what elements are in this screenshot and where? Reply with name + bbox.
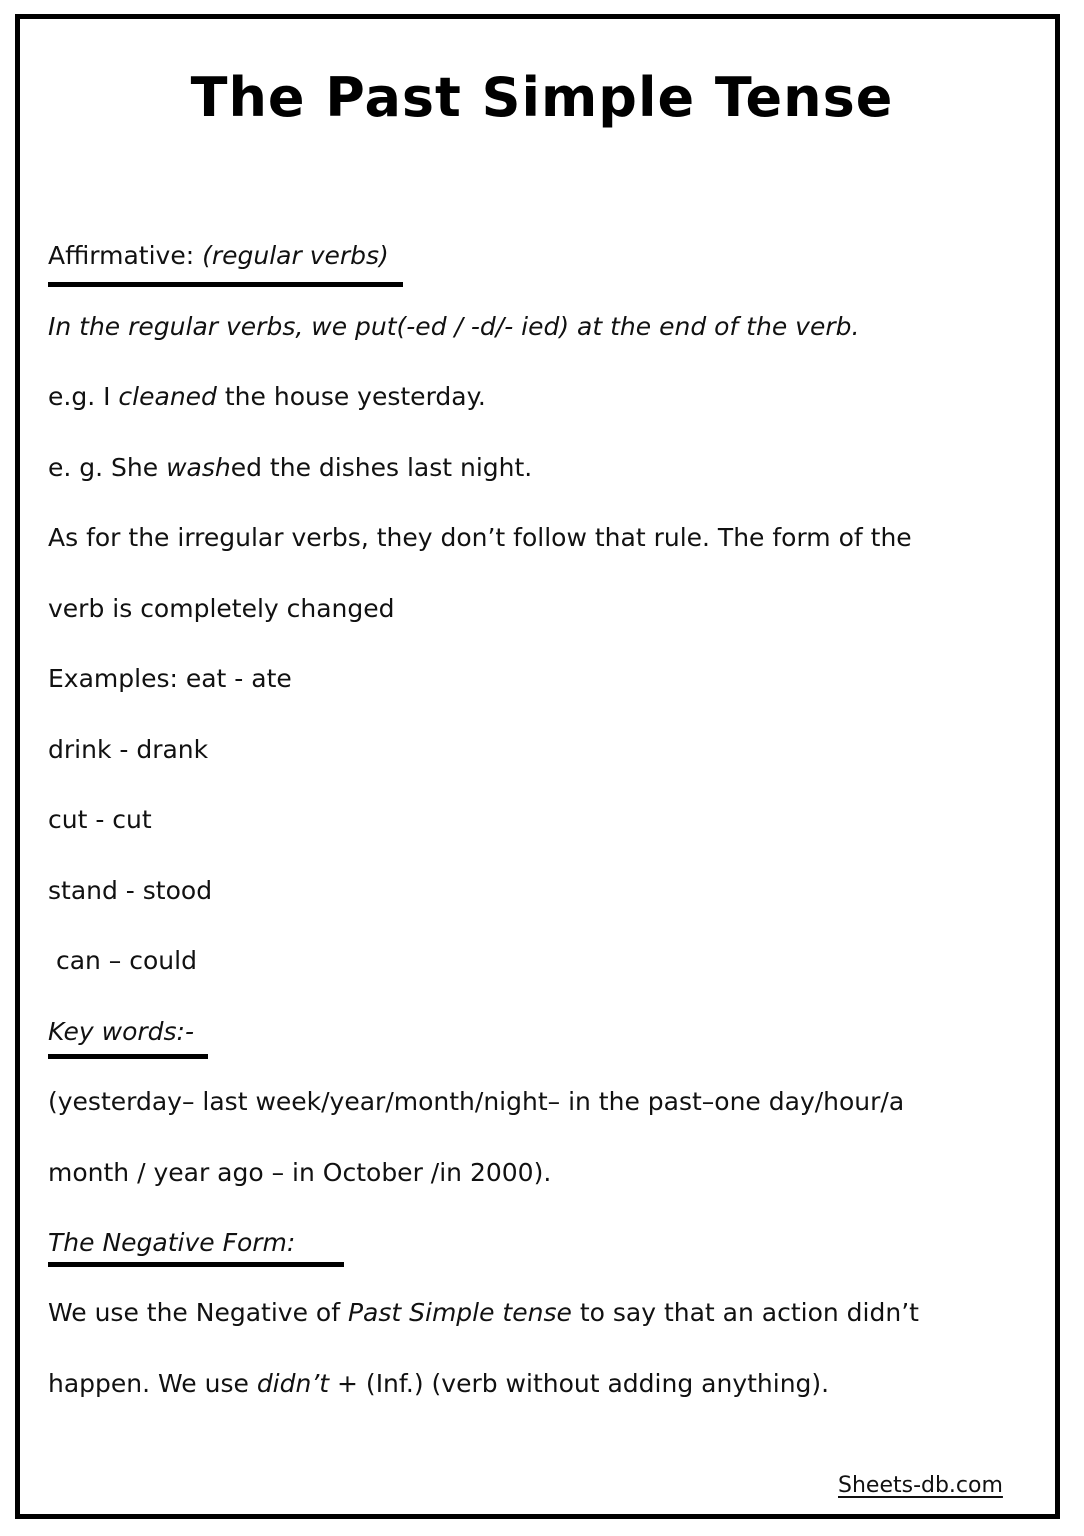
- irregular-example: can – could: [48, 946, 197, 975]
- key-words-heading: Key words:-: [48, 1017, 194, 1046]
- affirmative-heading: [48, 240, 389, 272]
- irregular-example: stand - stood: [48, 876, 213, 905]
- page-title: The Past Simple Tense: [190, 66, 894, 129]
- example-verb: cleaned: [118, 382, 217, 411]
- irregular-example: drink - drank: [48, 735, 209, 764]
- negative-text: happen. We use: [48, 1369, 257, 1398]
- affirmative-heading-underline: [48, 282, 403, 287]
- negative-text: to say that an action didn’t: [571, 1298, 919, 1327]
- key-words-line-2: month / year ago – in October /in 2000).: [48, 1158, 552, 1187]
- irregular-verbs-line-1: As for the irregular verbs, they don’t follow that rule. The form of the: [48, 523, 912, 552]
- negative-form-line-1: [48, 1297, 919, 1329]
- example-text: e.g. I: [48, 382, 119, 411]
- negative-emphasis: didn’t: [256, 1369, 330, 1398]
- affirmative-heading-note: (regular verbs): [202, 241, 389, 270]
- example-text: the house yesterday.: [216, 382, 486, 411]
- footer-source-link[interactable]: Sheets-db.com: [838, 1473, 1003, 1498]
- example-text: ed the dishes last night.: [230, 453, 533, 482]
- example-cleaned: [48, 381, 486, 413]
- irregular-example: Examples: eat - ate: [48, 664, 292, 693]
- irregular-example: cut - cut: [48, 805, 152, 834]
- negative-emphasis: Past Simple tense: [347, 1298, 572, 1327]
- regular-verbs-rule: In the regular verbs, we put(-ed / -d/- ied) at the end of the verb.: [48, 312, 860, 341]
- irregular-verbs-line-2: verb is completely changed: [48, 594, 395, 623]
- negative-text: We use the Negative of: [48, 1298, 348, 1327]
- key-words-line-1: (yesterday– last week/year/month/night– in the past–one day/hour/a: [48, 1087, 905, 1116]
- example-verb: wash: [166, 453, 231, 482]
- negative-form-heading: The Negative Form:: [48, 1228, 296, 1257]
- negative-text: + (Inf.) (verb without adding anything).: [329, 1369, 830, 1398]
- negative-form-line-2: [48, 1368, 829, 1400]
- negative-form-underline: [48, 1262, 344, 1267]
- example-washed: [48, 452, 532, 484]
- example-text: e. g. She: [48, 453, 167, 482]
- affirmative-heading-label: Affirmative:: [48, 241, 195, 270]
- key-words-underline: [48, 1054, 208, 1059]
